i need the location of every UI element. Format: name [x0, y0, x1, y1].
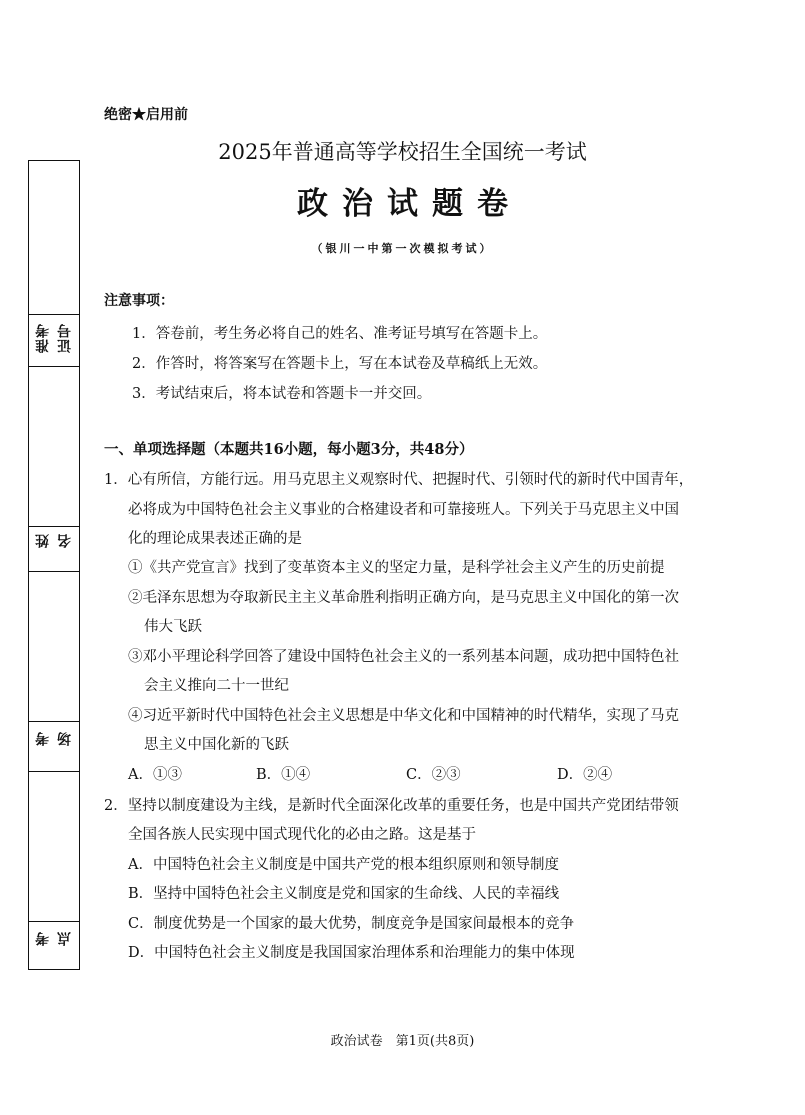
notice-heading: 注意事项：	[104, 293, 174, 309]
option-d: D．中国特色社会主义制度是我国国家治理体系和治理能力的集中体现	[128, 945, 575, 961]
question-2-stem: 全国各族人民实现中国式现代化的必由之路。这是基于	[128, 827, 476, 843]
statement-3-cont: 会主义推向二十一世纪	[144, 678, 289, 694]
subject-title: 政治试题卷	[297, 186, 522, 222]
page-footer: 政治试卷 第1页(共8页)	[330, 1034, 475, 1049]
section-heading: 一、单项选择题（本题共16小题，每小题3分，共48分）	[104, 441, 474, 458]
question-1-stem: 化的理论成果表述正确的是	[128, 531, 302, 547]
notice-item: 2．作答时，将答案写在答题卡上，写在本试卷及草稿纸上无效。	[132, 356, 548, 372]
statement-2-cont: 伟大飞跃	[144, 619, 202, 635]
option-a: A．中国特色社会主义制度是中国共产党的根本组织原则和领导制度	[128, 857, 559, 873]
exam-subtitle: （银川一中第一次模拟考试）	[311, 242, 494, 255]
option-c: C．制度优势是一个国家的最大优势，制度竞争是国家间最根本的竞争	[128, 916, 575, 932]
statement-4: ④习近平新时代中国特色社会主义思想是中华文化和中国精神的时代精华，实现了马克	[128, 708, 679, 724]
exam-site-field-label	[29, 931, 79, 946]
question-2-stem: 2．坚持以制度建设为主线，是新时代全面深化改革的重要任务，也是中国共产党团结带领	[104, 798, 679, 814]
statement-2: ②毛泽东思想为夺取新民主主义革命胜利指明正确方向，是马克思主义中国化的第一次	[128, 590, 679, 606]
binding-margin	[28, 160, 80, 970]
notice-item: 3．考试结束后，将本试卷和答题卡一并交回。	[132, 386, 432, 402]
option-d: D．②④	[557, 767, 613, 783]
option-c: C．②③	[406, 767, 461, 783]
margin-divider	[29, 526, 79, 527]
name-field-label	[29, 533, 79, 548]
statement-1: ①《共产党宣言》找到了变革资本主义的坚定力量，是科学社会主义产生的历史前提	[128, 560, 665, 576]
statement-4-cont: 思主义中国化新的飞跃	[144, 737, 289, 753]
option-b: B．①④	[256, 767, 311, 783]
margin-divider	[29, 314, 79, 315]
label-part: 准考	[35, 323, 51, 353]
label-part: 点	[57, 931, 73, 946]
question-1-stem: 1．心有所信，方能行远。用马克思主义观察时代、把握时代、引领时代的新时代中国青年，	[104, 472, 694, 488]
exam-room-field-label	[29, 731, 79, 746]
statement-3: ③邓小平理论科学回答了建设中国特色社会主义的一系列基本问题，成功把中国特色社	[128, 649, 679, 665]
margin-divider	[29, 721, 79, 722]
confidential-label: 绝密★启用前	[104, 107, 188, 123]
question-1-stem: 必将成为中国特色社会主义事业的合格建设者和可靠接班人。下列关于马克思主义中国	[128, 502, 679, 518]
label-part: 考	[35, 731, 51, 746]
label-part: 证号	[57, 323, 73, 353]
label-part: 场	[57, 731, 73, 746]
label-part: 名	[57, 533, 73, 548]
margin-divider	[29, 921, 79, 922]
margin-divider	[29, 571, 79, 572]
label-part: 姓	[35, 533, 51, 548]
label-part: 考	[35, 931, 51, 946]
exam-title: 2025年普通高等学校招生全国统一考试	[218, 140, 587, 164]
margin-divider	[29, 366, 79, 367]
margin-divider	[29, 771, 79, 772]
notice-item: 1．答卷前，考生务必将自己的姓名、准考证号填写在答题卡上。	[132, 326, 548, 342]
option-a: A．①③	[128, 767, 182, 783]
option-b: B．坚持中国特色社会主义制度是党和国家的生命线、人民的幸福线	[128, 886, 560, 902]
exam-id-field-label	[29, 323, 79, 353]
